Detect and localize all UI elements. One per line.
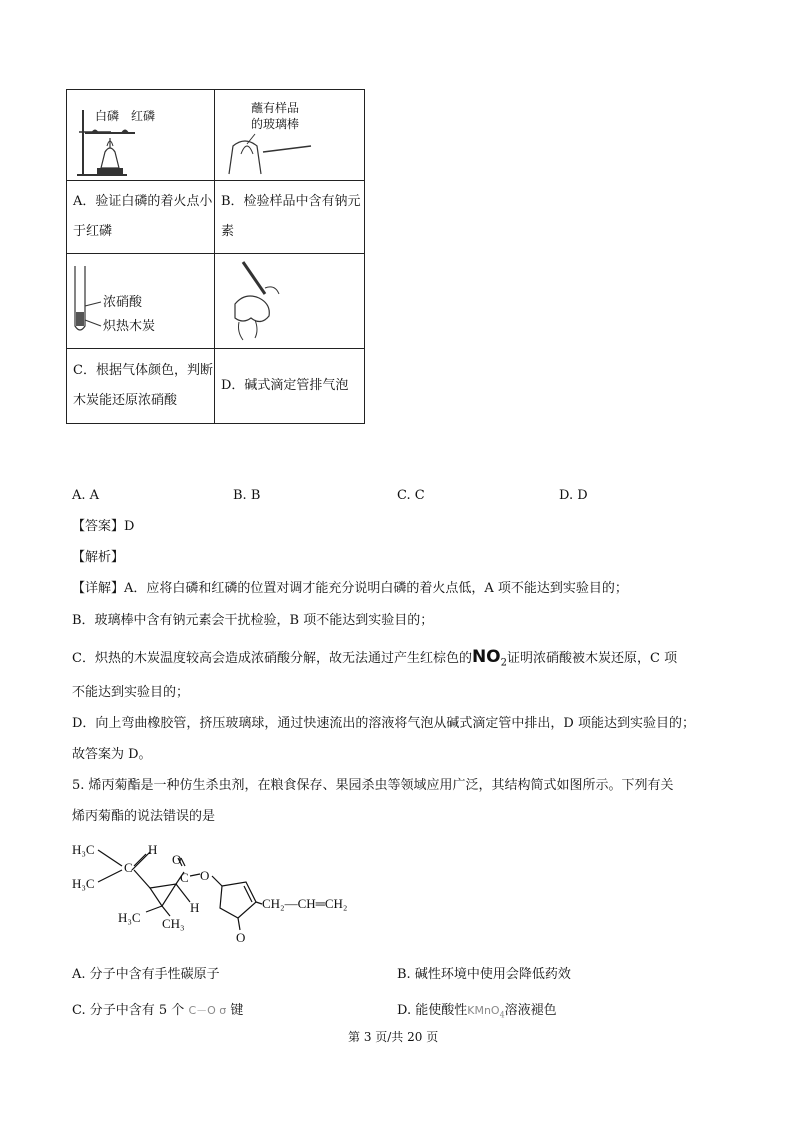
nitric-acid-label: 浓硝酸 bbox=[103, 295, 143, 310]
q5-option-b: B. 碱性环境中使用会降低药效 bbox=[397, 967, 571, 982]
q5-option-d-prefix: D. 能使酸性 bbox=[397, 1003, 468, 1018]
q4-detail-line-6: 故答案为 D。 bbox=[72, 747, 152, 762]
option-a-description: A．验证白磷的着火点小于红磷 bbox=[73, 194, 213, 239]
q4-detail-3-suffix: 证明浓硝酸被木炭还原，C 项 bbox=[507, 651, 678, 666]
experiment-table bbox=[66, 89, 365, 424]
test-tube-nitric-acid-image bbox=[67, 254, 214, 344]
struct-allyl-chain: CH₂—CH═CH₂ bbox=[262, 896, 348, 911]
q4-option-b: B. B bbox=[233, 488, 261, 503]
kmno4-subscript: 4 bbox=[499, 1010, 505, 1020]
white-red-phosphorus-apparatus-image bbox=[67, 90, 214, 176]
q4-detail-3-prefix: C．炽热的木炭温度较高会造成浓硝酸分解，故无法通过产生红棕色的 bbox=[72, 651, 472, 666]
cell-fig-a bbox=[67, 90, 215, 181]
burette-bubble-removal-image bbox=[215, 254, 364, 344]
allethrin-structure-image bbox=[66, 836, 386, 948]
q4-option-d: D. D bbox=[559, 488, 588, 503]
q5-option-c-suffix: 键 bbox=[230, 1003, 244, 1018]
option-d-description: D．碱式滴定管排气泡 bbox=[221, 378, 349, 393]
struct-h3c-top: H₃C bbox=[72, 842, 95, 857]
q4-detail-line-2: B．玻璃棒中含有钠元素会干扰检验，B 项不能达到实验目的； bbox=[72, 613, 434, 628]
q5-option-a: A. 分子中含有手性碳原子 bbox=[72, 967, 220, 982]
no2-subscript: 2 bbox=[500, 657, 508, 669]
red-phosphorus-label: 红磷 bbox=[131, 109, 156, 123]
struct-c-carbonyl: C bbox=[180, 870, 189, 885]
cell-fig-c bbox=[67, 254, 215, 349]
struct-h3c-ring: H₃C bbox=[118, 910, 141, 925]
option-b-description: B．检验样品中含有钠元素 bbox=[221, 194, 361, 239]
cell-text-c bbox=[67, 349, 215, 424]
kmno4-formula: KMnO bbox=[467, 1004, 500, 1017]
struct-ch3-ring: CH₃ bbox=[162, 916, 185, 931]
q4-detail-line-4: 不能达到实验目的； bbox=[72, 685, 190, 700]
cell-text-b bbox=[215, 181, 365, 254]
struct-o-ester: O bbox=[200, 868, 210, 883]
q5-option-c bbox=[72, 1002, 243, 1020]
struct-c-alkene: C bbox=[124, 860, 133, 875]
struct-h-alkene: H bbox=[148, 842, 158, 857]
struct-o-ketone: O bbox=[236, 930, 246, 945]
q4-detail-line-3 bbox=[72, 648, 677, 673]
q5-stem-line-1: 5. 烯丙菊酯是一种仿生杀虫剂，在粮食保存、果园杀虫等领域应用广泛，其结构简式如图所示。下列有关 bbox=[72, 778, 674, 793]
no2-formula: NO bbox=[471, 647, 501, 667]
white-phosphorus-label: 白磷 bbox=[95, 109, 120, 123]
struct-h-ring: H bbox=[190, 900, 200, 915]
q4-detail-line-1: 【详解】A．应将白磷和红磷的位置对调才能充分说明白磷的着火点低，A 项不能达到实验目的； bbox=[72, 581, 628, 596]
cell-fig-d bbox=[215, 254, 365, 349]
c-o-sigma-bond-formula: C－O σ bbox=[188, 1004, 227, 1017]
q5-option-c-prefix: C. 分子中含有 5 个 bbox=[72, 1003, 185, 1018]
q4-analysis-heading: 【解析】 bbox=[72, 550, 125, 565]
charcoal-label: 炽热木炭 bbox=[103, 319, 156, 334]
q4-answer: 【答案】D bbox=[72, 519, 135, 534]
glass-rod-label-line2: 的玻璃棒 bbox=[251, 117, 300, 131]
glass-rod-flame-image bbox=[215, 90, 364, 176]
q4-detail-line-5: D．向上弯曲橡胶管，挤压玻璃球，通过快速流出的溶液将气泡从碱式滴定管中排出，D 项能达到实验目的； bbox=[72, 716, 695, 731]
cell-text-a bbox=[67, 181, 215, 254]
struct-o-carbonyl: O bbox=[172, 852, 182, 867]
q5-option-d bbox=[397, 1002, 557, 1025]
struct-h3c-mid: H₃C bbox=[72, 876, 95, 891]
option-c-description: C．根据气体颜色，判断木炭能还原浓硝酸 bbox=[73, 363, 213, 408]
glass-rod-label-line1: 蘸有样品 bbox=[251, 101, 300, 115]
q5-stem-line-2: 烯丙菊酯的说法错误的是 bbox=[72, 809, 216, 824]
q5-option-d-suffix: 溶液褪色 bbox=[504, 1003, 557, 1018]
cell-text-d bbox=[215, 349, 365, 424]
page-number-footer: 第 3 页/共 20 页 bbox=[348, 1030, 439, 1044]
q4-option-a: A. A bbox=[72, 488, 100, 503]
cell-fig-b bbox=[215, 90, 365, 181]
q4-option-c: C. C bbox=[397, 488, 425, 503]
